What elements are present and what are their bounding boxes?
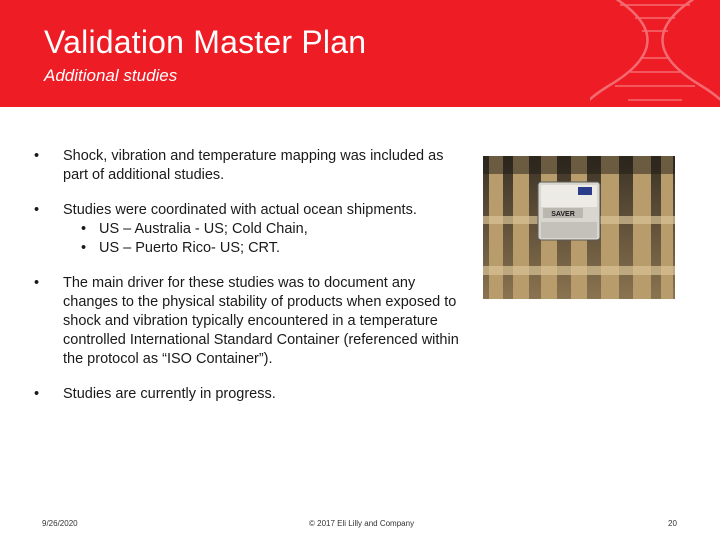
pallet-photo-graphic — [483, 156, 675, 299]
bullet-item — [30, 274, 470, 369]
slide-title: Validation Master Plan — [44, 24, 367, 60]
bullet-text: The main driver for these studies was to document any changes to the physical stability of products when exposed to shock and vibration typically encountered in a temperature controlled International Standard Container (referenced within the protocol as “ISO Container”). — [63, 275, 459, 367]
footer-page-number: 20 — [668, 519, 677, 528]
device-label: SAVER — [551, 211, 575, 218]
bullet-text: Studies are currently in progress. — [63, 386, 276, 402]
bullet-text: Shock, vibration and temperature mapping was included as part of additional studies. — [63, 148, 444, 183]
bullet-text: Studies were coordinated with actual ocean shipments. — [63, 202, 417, 218]
footer-copyright: © 2017 Eli Lilly and Company — [309, 519, 415, 528]
sub-bullet-text: US – Puerto Rico- US; CRT. — [99, 240, 281, 256]
dna-helix-graphic — [590, 0, 720, 107]
bullet-glyph: • — [34, 148, 40, 164]
bullet-list — [30, 147, 470, 420]
sub-bullet-text: US – Australia - US; Cold Chain, — [99, 221, 308, 237]
sub-bullet-glyph: • — [81, 240, 87, 256]
sub-bullet-glyph: • — [81, 221, 87, 237]
slide-subtitle: Additional studies — [44, 66, 178, 85]
bullet-item — [30, 201, 470, 258]
bullet-item — [30, 147, 470, 185]
bullet-glyph: • — [34, 275, 40, 291]
bullet-glyph: • — [34, 202, 40, 218]
header-banner — [0, 0, 720, 107]
footer-date: 9/26/2020 — [42, 519, 78, 528]
bullet-glyph: • — [34, 386, 40, 402]
sub-bullet-item — [63, 220, 470, 239]
shock-logger-photo — [483, 156, 675, 299]
bullet-item — [30, 385, 470, 404]
sub-bullet-item — [63, 239, 470, 258]
